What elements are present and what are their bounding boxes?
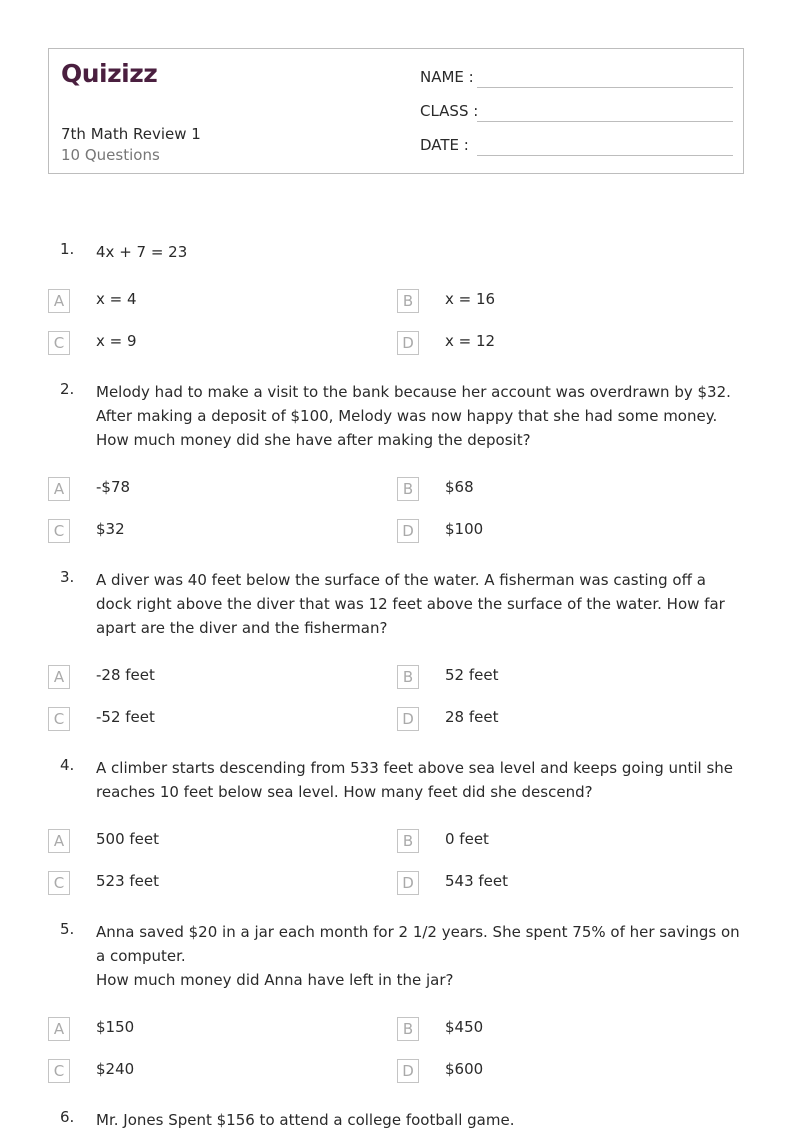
option-text: x = 16 <box>445 290 496 308</box>
question-text: Anna saved $20 in a jar each month for 2 1/2 years. She spent 75% of her savings on a computer. <box>96 923 740 965</box>
question-text-line-2: How much money did Anna have left in the jar? <box>96 971 454 989</box>
option-text: 52 feet <box>445 666 499 684</box>
option-letter-c: C <box>48 519 70 543</box>
option-text: -28 feet <box>96 666 155 684</box>
option-letter-a: A <box>48 1017 70 1041</box>
option-letter-d: D <box>397 519 419 543</box>
date-label: DATE : <box>420 136 469 154</box>
option-text: x = 4 <box>96 290 137 308</box>
date-line <box>477 155 733 156</box>
option-text: $600 <box>445 1060 484 1078</box>
option-text: -52 feet <box>96 708 155 726</box>
question-number: 5. <box>60 920 75 938</box>
question-number: 6. <box>60 1108 75 1126</box>
option-letter-b: B <box>397 477 419 501</box>
option-letter-a: A <box>48 289 70 313</box>
question-text: A diver was 40 feet below the surface of the water. A fisherman was casting off a dock right above the diver that was 12 feet above the surface of the water. How far apart are the diver and the fisherman? <box>96 571 725 637</box>
option-text: $150 <box>96 1018 135 1036</box>
option-letter-d: D <box>397 707 419 731</box>
question-number: 3. <box>60 568 75 586</box>
worksheet-title: 7th Math Review 1 <box>61 125 201 143</box>
option-letter-d: D <box>397 871 419 895</box>
class-line <box>477 121 733 122</box>
option-text: 28 feet <box>445 708 499 726</box>
option-text: 500 feet <box>96 830 160 848</box>
option-text: -$78 <box>96 478 131 496</box>
option-letter-c: C <box>48 707 70 731</box>
question-number: 4. <box>60 756 75 774</box>
question-number: 1. <box>60 240 75 258</box>
question-count: 10 Questions <box>61 146 160 164</box>
option-text: $68 <box>445 478 474 496</box>
option-text: 0 feet <box>445 830 489 848</box>
option-text: $100 <box>445 520 484 538</box>
option-letter-b: B <box>397 665 419 689</box>
option-text: 523 feet <box>96 872 160 890</box>
option-letter-a: A <box>48 665 70 689</box>
option-letter-c: C <box>48 1059 70 1083</box>
option-letter-c: C <box>48 871 70 895</box>
option-letter-b: B <box>397 1017 419 1041</box>
option-text: $32 <box>96 520 125 538</box>
option-letter-d: D <box>397 331 419 355</box>
option-letter-c: C <box>48 331 70 355</box>
question-text: A climber starts descending from 533 feet above sea level and keeps going until she reaches 10 feet below sea level. How many feet did she descend? <box>96 759 734 801</box>
option-text: x = 9 <box>96 332 137 350</box>
option-letter-a: A <box>48 829 70 853</box>
option-letter-b: B <box>397 829 419 853</box>
option-text: x = 12 <box>445 332 496 350</box>
worksheet-header <box>48 48 744 174</box>
option-text: 543 feet <box>445 872 509 890</box>
question-number: 2. <box>60 380 75 398</box>
option-text: $450 <box>445 1018 484 1036</box>
quizizz-logo: Quizizz <box>61 59 158 88</box>
option-text: $240 <box>96 1060 135 1078</box>
option-letter-b: B <box>397 289 419 313</box>
name-label: NAME : <box>420 68 474 86</box>
question-text: 4x + 7 = 23 <box>96 243 188 261</box>
class-label: CLASS : <box>420 102 479 120</box>
question-text: Melody had to make a visit to the bank because her account was overdrawn by $32. After making a deposit of $100, Melody was now happy that she had some money. How much money did she have after making the deposit? <box>96 383 731 449</box>
option-letter-d: D <box>397 1059 419 1083</box>
question-text: Mr. Jones Spent $156 to attend a college football game. <box>96 1111 515 1129</box>
option-letter-a: A <box>48 477 70 501</box>
name-line <box>477 87 733 88</box>
